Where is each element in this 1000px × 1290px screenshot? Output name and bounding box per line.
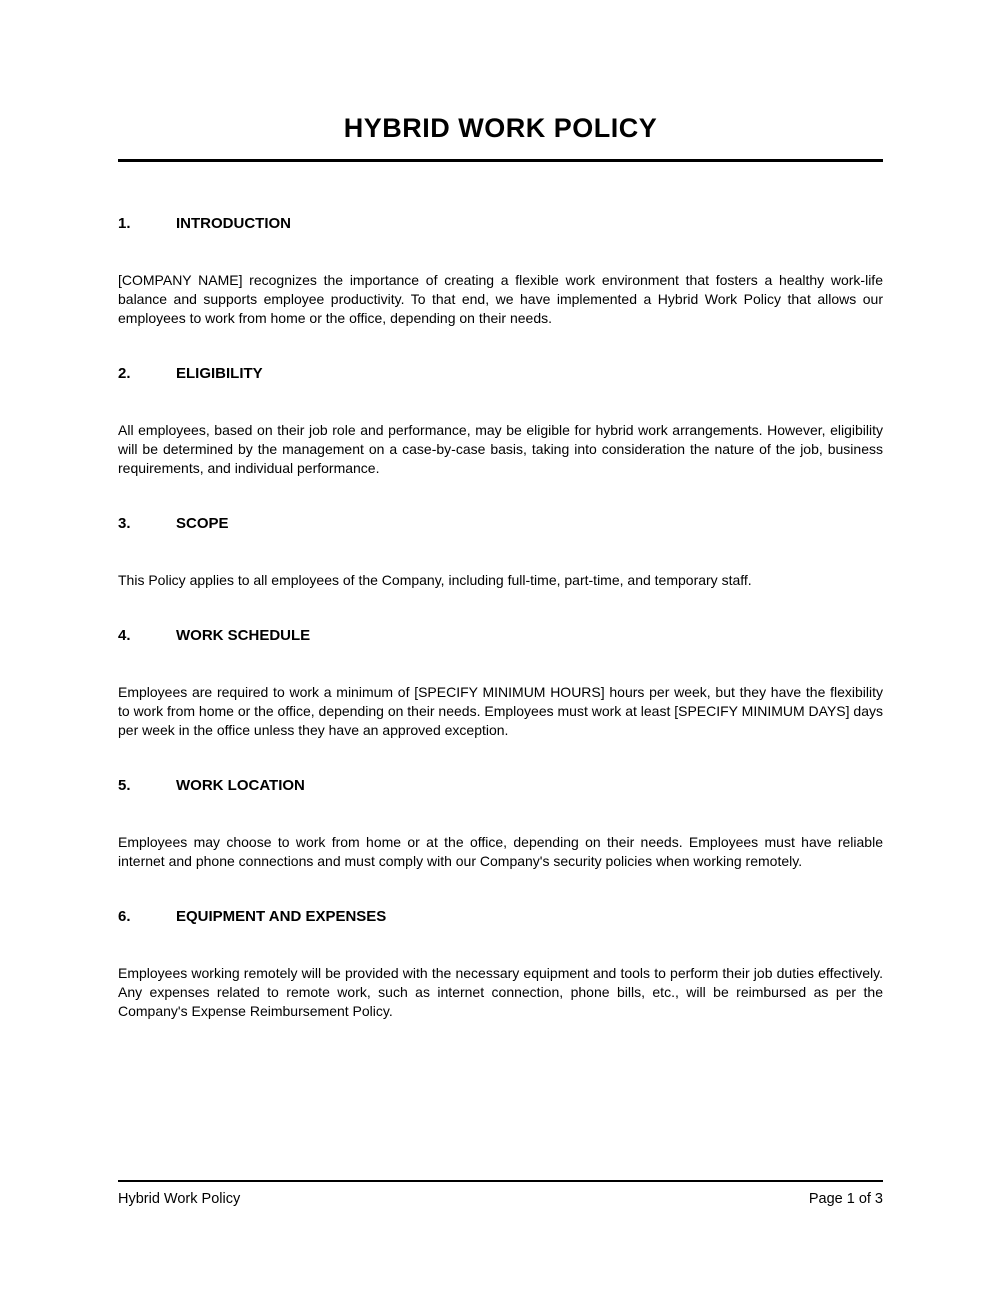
footer-divider xyxy=(118,1180,883,1182)
section-heading xyxy=(118,215,883,232)
section-title: SCOPE xyxy=(176,515,229,532)
section-work-location xyxy=(118,777,883,871)
footer-row xyxy=(118,1191,883,1208)
section-paragraph: [COMPANY NAME] recognizes the importance of creating a flexible work environment that fosters a healthy work-life balance and supports employee productivity. To that end, we have implemented a Hybrid Work Policy that allows our employees to work from home or the office, depending on their needs. xyxy=(118,272,883,326)
footer-document-name: Hybrid Work Policy xyxy=(118,1191,241,1207)
section-title: ELIGIBILITY xyxy=(176,365,263,382)
sections-container xyxy=(118,215,883,1021)
section-number: 5. xyxy=(118,777,131,794)
section-number: 3. xyxy=(118,515,131,532)
section-title: WORK SCHEDULE xyxy=(176,627,311,644)
title-divider xyxy=(118,159,883,162)
section-number: 4. xyxy=(118,627,131,644)
footer-page-number: Page 1 of 3 xyxy=(808,1191,883,1207)
section-number: 6. xyxy=(118,908,131,925)
section-paragraph: Employees are required to work a minimum of [SPECIFY MINIMUM HOURS] hours per week, but they have the flexibility to work from home or the office, depending on their needs. Employees must work at least [SPECIFY MINIMUM DAYS] days per week in the office unless they have an approved exception. xyxy=(118,684,883,738)
section-title: INTRODUCTION xyxy=(176,215,291,232)
section-introduction xyxy=(118,215,883,328)
section-heading xyxy=(118,777,883,794)
section-equipment-and-expenses xyxy=(118,908,883,1021)
section-paragraph: All employees, based on their job role and performance, may be eligible for hybrid work arrangements. However, eligibility will be determined by the management on a case-by-case basis, taking into consideration the nature of the job, business requirements, and individual performance. xyxy=(118,422,883,476)
section-paragraph: This Policy applies to all employees of the Company, including full-time, part-time, and temporary staff. xyxy=(118,572,752,588)
section-heading xyxy=(118,515,883,532)
section-heading xyxy=(118,365,883,382)
section-number: 1. xyxy=(118,215,131,232)
section-work-schedule xyxy=(118,627,883,740)
section-title: EQUIPMENT AND EXPENSES xyxy=(176,908,387,925)
page-footer xyxy=(118,1180,883,1208)
section-title: WORK LOCATION xyxy=(176,777,305,794)
section-heading xyxy=(118,627,883,644)
section-number: 2. xyxy=(118,365,131,382)
section-scope xyxy=(118,515,883,590)
section-paragraph: Employees may choose to work from home or at the office, depending on their needs. Employees must have reliable internet and phone connections and must comply with our Company's security policies when working remotely. xyxy=(118,834,883,869)
section-eligibility xyxy=(118,365,883,478)
section-heading xyxy=(118,908,883,925)
section-paragraph: Employees working remotely will be provided with the necessary equipment and tools to perform their job duties effectively. Any expenses related to remote work, such as internet connection, phone bills, etc., will be reimbursed as per the Company's Expense Reimbursement Policy. xyxy=(118,965,883,1019)
document-title: HYBRID WORK POLICY xyxy=(343,113,658,143)
